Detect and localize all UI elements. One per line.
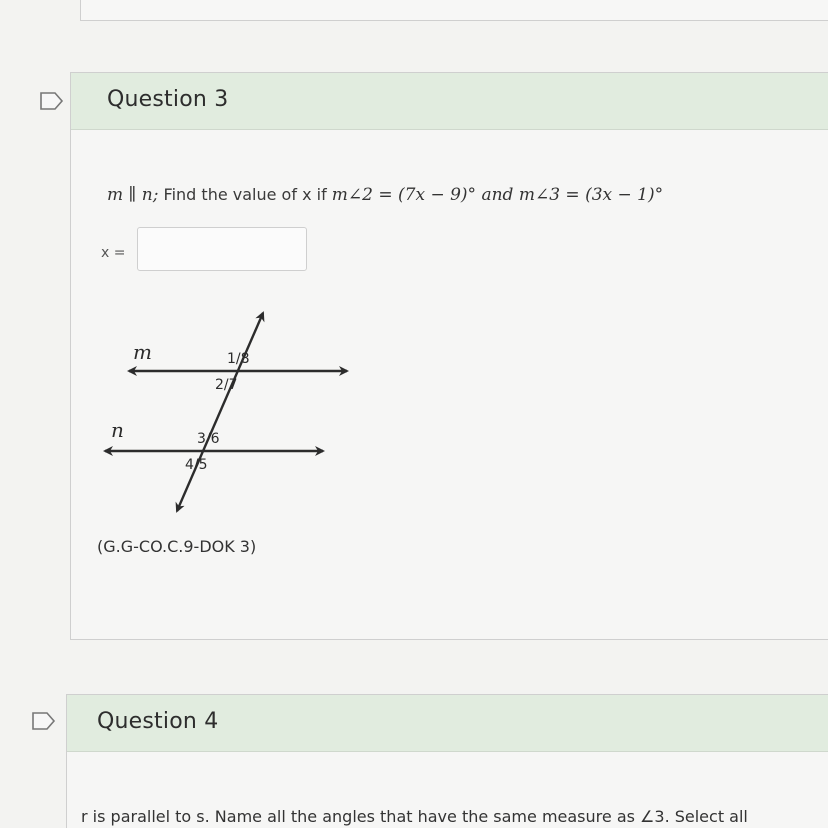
line-m-label: m — [133, 340, 152, 364]
parallel-statement: m ∥ n; — [107, 185, 159, 205]
question-4-header — [67, 695, 828, 752]
parallel-lines-diagram — [91, 305, 361, 515]
question-4-card — [66, 694, 828, 828]
question-3-card — [70, 72, 828, 640]
line-n-label: n — [111, 418, 124, 442]
angles-1-8-label: 1/8 — [227, 351, 250, 367]
angles-3-6-label: 3/6 — [197, 431, 220, 447]
question-4-title: Question 4 — [97, 709, 219, 734]
and-word: and — [476, 185, 519, 205]
flag-icon[interactable] — [40, 92, 64, 110]
question-4-prompt: r is parallel to s. Name all the angles that have the same measure as ∠3. Select all — [81, 807, 748, 826]
question-3-header — [71, 73, 828, 130]
transversal-line — [177, 313, 263, 511]
question-3-title: Question 3 — [107, 87, 229, 112]
previous-question-card — [80, 0, 828, 21]
angle-2-expression: m∠2 = (7x − 9)° — [331, 185, 477, 205]
answer-input[interactable] — [137, 227, 307, 271]
flag-icon[interactable] — [32, 712, 56, 730]
question-3-prompt — [107, 185, 663, 205]
angle-3-expression: m∠3 = (3x − 1)° — [518, 185, 664, 205]
standard-code: (G.G-CO.C.9-DOK 3) — [97, 537, 257, 556]
prompt-text: Find the value of x if — [158, 185, 332, 204]
angles-4-5-label: 4/5 — [185, 457, 208, 473]
answer-label: x = — [101, 245, 126, 261]
angles-2-7-label: 2/7 — [215, 377, 238, 393]
